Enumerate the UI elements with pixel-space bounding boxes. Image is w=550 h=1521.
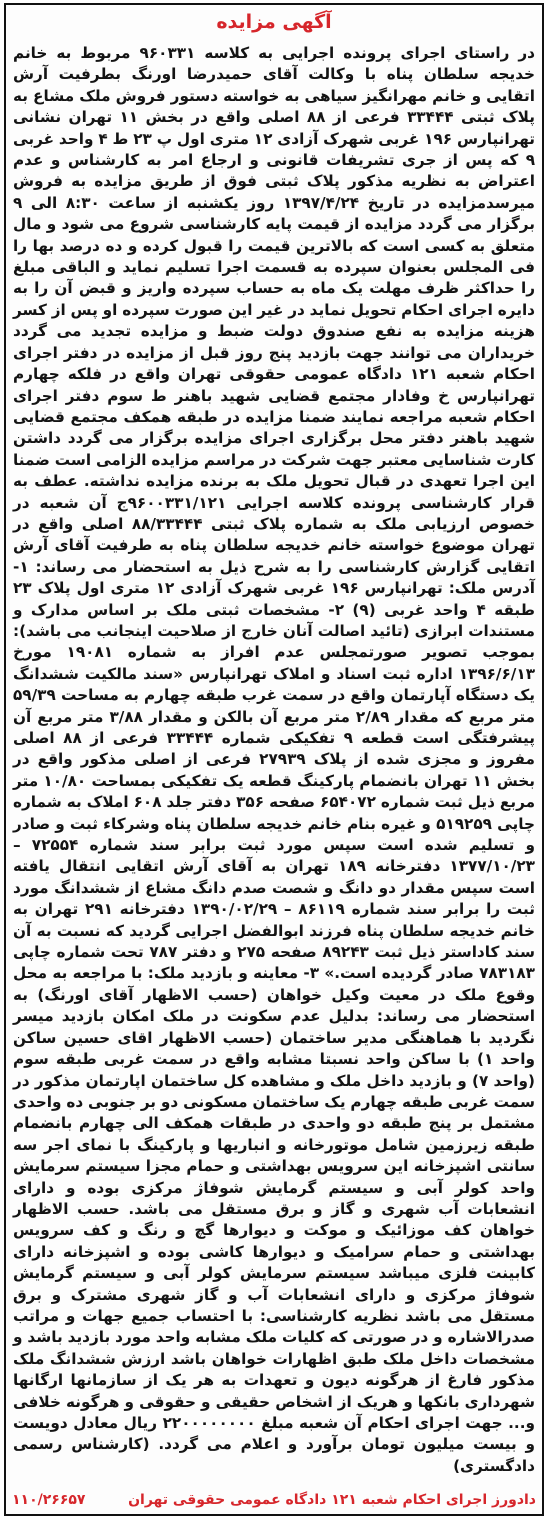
- auction-notice: [4, 3, 544, 1516]
- notice-header: [6, 5, 542, 43]
- notice-signature: دادورز اجرای احکام شعبه ۱۲۱ دادگاه عمومی حقوقی تهران: [128, 1492, 536, 1508]
- notice-footer: [12, 1488, 536, 1512]
- notice-reference-number: ۱۱۰/۲۶۶۵۷: [12, 1492, 86, 1508]
- notice-title: آگهی مزایده: [216, 11, 332, 33]
- notice-body: در راستای اجرای پرونده اجرایی به کلاسه ۹۶۰۳۳۱ مربوط به خانم خدیجه سلطان پناه با وکالت آقای حمیدرضا اورنگ بطرفیت آرش اتقایی و خانم مهرانگیز سیاهی به خواسته دستور فروش ملک مشاع به پلاک ثبتی ۳۳۴۴۴ فرعی از ۸۸ اصلی واقع در بخش ۱۱ تهران نشانی تهرانپارس ۱۹۶ غربی شهرک آزادی ۱۲ متری اول پ ۲۳ ط ۴ واحد غربی ۹ که پس از جری تشریفات قانونی و ارجاع امر به کارشناس و عدم اعتراض به نظریه مذکور پلاک ثبتی فوق از طریق مزایده به فروش میرسدمزایده در تاریخ ۱۳۹۷/۴/۲۴ روز یکشنبه از ساعت ۸:۳۰ الی ۹ برگزار می گردد مزایده از قیمت پایه کارشناسی شروع می شود و مال متعلق به کسی است که بالاترین قیمت را قبول کرده و ده درصد بها را فی المجلس بعنوان سپرده به قسمت اجرا تسلیم نماید و الباقی مبلغ را حداکثر ظرف مهلت یک ماه به حساب سپرده واریز و قبض آن را به دایره اجرای احکام تحویل نماید در غیر این صورت سپرده او پس از کسر هزینه مزایده به نفع صندوق دولت ضبط و مزایده تجدید می گردد خریداران می توانند جهت بازدید پنج روز قبل از مزایده در دفتر اجرای احکام شعبه ۱۲۱ دادگاه عمومی حقوقی تهران واقع در فلکه چهارم تهرانپارس خ وفادار مجتمع قضایی شهید باهنر ط سوم دفتر اجرای احکام شعبه مراجعه نمایند ضمنا مزایده در طبقه همکف مجتمع قضایی شهید باهنر دفتر محل برگزاری اجرای مزایده برگزار می گردد داشتن کارت شناسایی معتبر جهت شرکت در مراسم مزایده الزامی است ضمنا این اجرا تعهدی در قبال تحویل ملک به برنده مزایده نداشته. عطف به قرار کارشناسی پرونده کلاسه اجرایی ۹۶۰۰۳۳۱/۱۲۱ج آن شعبه در خصوص ارزیابی ملک به شماره پلاک ثبتی ۸۸/۳۳۴۴۴ اصلی واقع در تهران موضوع خواسته خانم خدیجه سلطان پناه به طرفیت آقای آرش اتقایی گزارش کارشناسی را به شرح ذیل به استحضار می رساند: ۱- آدرس ملک: تهرانپارس ۱۹۶ غربی شهرک آزادی ۱۲ متری اول پلاک ۲۳ طبقه ۴ واحد غربی (۹) ۲- مشخصات ثبتی ملک بر اساس مدارک و مستندات ابرازی (تائید اصالت آنان خارج از صلاحیت اینجانب می باشد): بموجب تصویر صورتمجلس عدم افراز به شماره ۱۹۰۸۱ مورخ ۱۳۹۶/۶/۱۳ اداره ثبت اسناد و املاک تهرانپارس «سند مالکیت ششدانگ یک دستگاه آپارتمان واقع در سمت غرب طبقه چهارم به مساحت ۵۹/۳۹ متر مربع که مقدار ۲/۸۹ متر مربع آن بالکن و مقدار ۳/۸۸ متر مربع آن پیشرفتگی است قطعه ۹ تفکیکی شماره ۳۳۴۴۴ فرعی از ۸۸ اصلی مفروز و مجزی شده از پلاک ۲۷۹۳۹ فرعی از اصلی مذکور واقع در بخش ۱۱ تهران بانضمام پارکینگ قطعه یک تفکیکی بمساحت ۱۰/۸۰ متر مربع ذیل ثبت شماره ۶۵۴۰۷۲ صفحه ۳۵۶ دفتر جلد ۶۰۸ املاک به شماره چاپی ۵۱۹۲۵۹ و غیره بنام خانم خدیجه سلطان پناه وشرکاء ثبت و صادر و تسلیم شده است سپس مورد ثبت برابر سند شماره ۷۲۵۵۴ – ۱۳۷۷/۱۰/۲۳ دفترخانه ۱۸۹ تهران به آقای آرش اتقایی انتقال یافته است سپس مقدار دو دانگ و شصت صدم دانگ مشاع از ششدانگ مورد ثبت را برابر سند شماره ۸۶۱۱۹ – ۱۳۹۰/۰۲/۲۹ دفترخانه ۲۹۱ تهران به خانم خدیجه سلطان پناه فرزند ابوالفضل اجرایی گردید که نسبت به آن سند کاداستر ذیل ثبت ۸۹۲۴۳ صفحه ۲۷۵ و دفتر ۷۸۷ تحت شماره چاپی ۷۸۳۱۸۳ صادر گردیده است.» ۳- معاینه و بازدید ملک: با مراجعه به محل وقوع ملک در معیت وکیل خواهان (حسب الاظهار آقای اورنگ) به استحضار می رساند: بدلیل عدم سکونت در ملک امکان بازدید میسر نگردید با هماهنگی مدیر ساختمان (حسب الاظهار اقای حسین ساکن واحد ۱) با ساکن واحد نسبتا مشابه واقع در سمت غربی طبقه سوم (واحد ۷) و بازدید داخل ملک و مشاهده کل ساختمان اپارتمان مذکور در سمت غربی طبقه چهارم یک ساختمان مسکونی دو بر جنوبی ده واحدی مشتمل بر پنج طبقه دو واحدی در طبقات همکف الی چهارم بانضمام طبقه زیرزمین شامل موتورخانه و انباریها و پارکینگ با نمای اجر سه سانتی اشپزخانه این سرویس بهداشتی و حمام مجزا سیستم سرمایش واحد کولر آبی و سیستم گرمایش شوفاژ مرکزی بوده و دارای انشعابات آب شهری و گاز و برق مستقل می باشد. حسب الاظهار خواهان کف موزائیک و موکت و دیوارها گچ و رنگ و کف سرویس بهداشتی و حمام سرامیک و دیوارها کاشی بوده و اشپزخانه دارای کابینت فلزی میباشد سیستم سرمایش کولر آبی و سیستم گرمایش شوفاژ مرکزی و دارای انشعابات آب و گاز شهری مشترک و برق مستقل می باشد نظریه کارشناسی: با احتساب جمیع جهات و مراتب صدرالاشاره و در صورتی که کلیات ملک مشابه واحد مورد بازدید باشد و مشخصات داخل ملک طبق اظهارات خواهان باشد ارزش ششدانگ ملک مذکور فارغ از هرگونه دیون و تعهدات به هر یک از سازمانها ارگانها شهرداری بانکها و هریک از اشخاص حقیقی و حقوقی و هرگونه خلافی و... جهت اجرای احکام آن شعبه مبلغ ۲۲۰۰۰۰۰۰۰۰ ریال معادل دویست و بیست میلیون تومان برآورد و اعلام می گردد. (کارشناس رسمی دادگستری): [13, 44, 536, 1475]
